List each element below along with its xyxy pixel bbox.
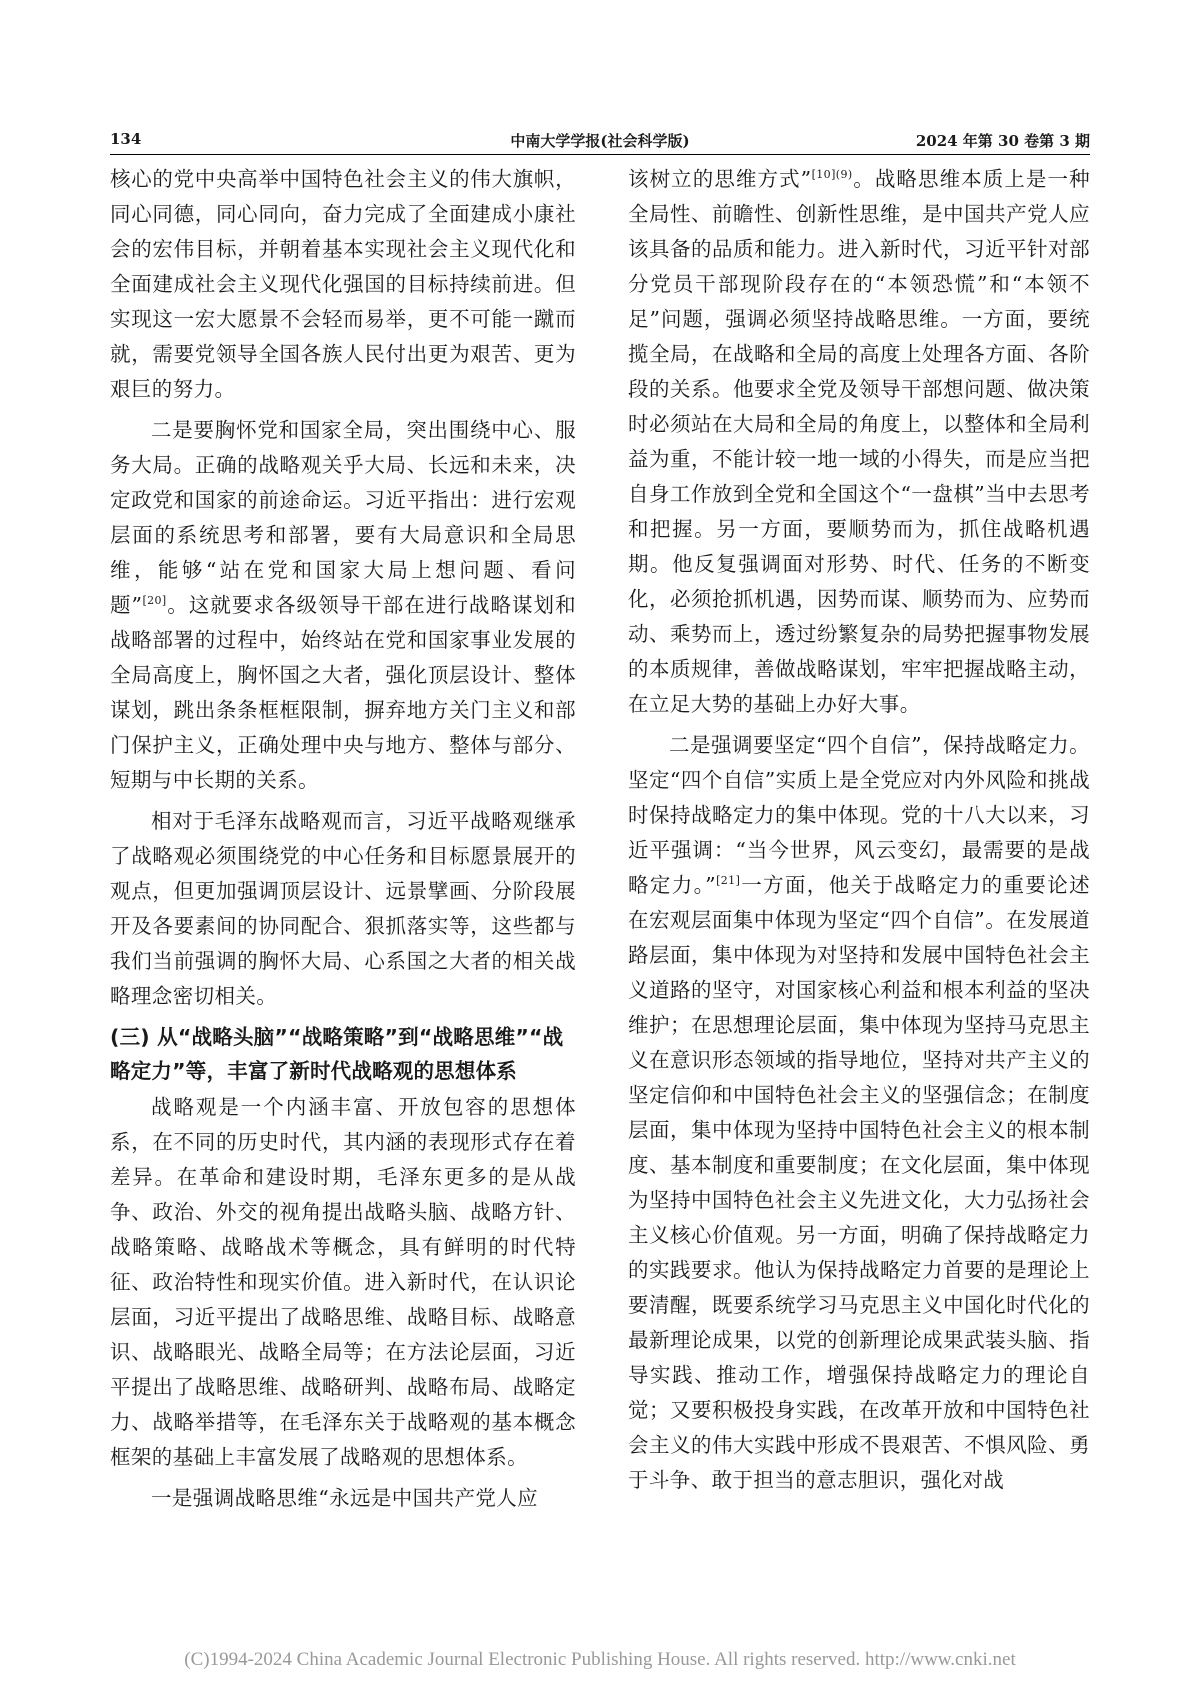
paragraph	[110, 413, 576, 798]
section-heading: (三) 从“战略头脑”“战略策略”到“战略思维”“战略定力”等，丰富了新时代战略观的思想体系	[110, 1025, 564, 1083]
paragraph	[628, 162, 1090, 722]
citation-ref: [21]	[716, 874, 741, 888]
paragraph-text: 。这就要求各级领导干部在进行战略谋划和战略部署的过程中，始终站在党和国家事业发展的全局高度上，胸怀国之大者，强化顶层设计、整体谋划，跳出条条框框限制，摒弃地方关门主义和部门保护主义，正确处理中央与地方、整体与部分、短期与中长期的关系。	[110, 593, 576, 792]
paragraph: 战略观是一个内涵丰富、开放包容的思想体系，在不同的历史时代，其内涵的表现形式存在着差异。在革命和建设时期，毛泽东更多的是从战争、政治、外交的视角提出战略头脑、战略方针、战略策略、战略战术等概念，具有鲜明的时代特征、政治特性和现实价值。进入新时代，在认识论层面，习近平提出了战略思维、战略目标、战略意识、战略眼光、战略全局等；在方法论层面，习近平提出了战略思维、战略研判、战略布局、战略定力、战略举措等，在毛泽东关于战略观的基本概念框架的基础上丰富发展了战略观的思想体系。	[110, 1095, 576, 1469]
citation-ref: [20]	[142, 594, 167, 608]
copyright-footer: (C)1994-2024 China Academic Journal Electronic Publishing House. All rights reserved. http://www.cnki.net	[184, 1649, 1016, 1670]
page-number: 134	[110, 130, 142, 148]
right-column	[628, 162, 1090, 1504]
paragraph-text: 二是强调要坚定“四个自信”，保持战略定力。坚定“四个自信”实质上是全党应对内外风险和挑战时保持战略定力的集中体现。党的十八大以来，习近平强调：“当今世界，风云变幻，最需要的是战略定力。”	[628, 733, 1090, 897]
running-header	[110, 124, 1090, 155]
journal-title: 中南大学学报(社会科学版)	[510, 132, 690, 150]
paragraph-text: 二是要胸怀党和国家全局，突出围绕中心、服务大局。正确的战略观关乎大局、长远和未来，决定政党和国家的前途命运。习近平指出：进行宏观层面的系统思考和部署，要有大局意识和全局思维，能够“站在党和国家大局上想问题、看问题”	[110, 418, 576, 617]
paragraph: 核心的党中央高举中国特色社会主义的伟大旗帜，同心同德，同心同向，奋力完成了全面建成小康社会的宏伟目标，并朝着基本实现社会主义现代化和全面建成社会主义现代化强国的目标持续前进。但实现这一宏大愿景不会轻而易举，更不可能一蹴而就，需要党领导全国各族人民付出更为艰苦、更为艰巨的努力。	[110, 167, 576, 401]
left-column	[110, 162, 576, 1522]
paragraph: 相对于毛泽东战略观而言，习近平战略观继承了战略观必须围绕党的中心任务和目标愿景展开的观点，但更加强调顶层设计、远景擘画、分阶段展开及各要素间的协同配合、狠抓落实等，这些都与我们当前强调的胸怀大局、心系国之大者的相关战略理念密切相关。	[110, 809, 576, 1008]
paragraph-text: 一方面，他关于战略定力的重要论述在宏观层面集中体现为坚定“四个自信”。在发展道路层面，集中体现为对坚持和发展中国特色社会主义道路的坚守，对国家核心利益和根本利益的坚决维护；在思想理论层面，集中体现为坚持马克思主义在意识形态领域的指导地位，坚持对共产主义的坚定信仰和中国特色社会主义的坚强信念；在制度层面，集中体现为坚持中国特色社会主义的根本制度、基本制度和重要制度；在文化层面，集中体现为坚持中国特色社会主义先进文化，大力弘扬社会主义核心价值观。另一方面，明确了保持战略定力的实践要求。他认为保持战略定力首要的是理论上要清醒，既要系统学习马克思主义中国化时代化的最新理论成果，以党的创新理论成果武装头脑、指导实践、推动工作，增强保持战略定力的理论自觉；又要积极投身实践，在改革开放和中国特色社会主义的伟大实践中形成不畏艰苦、不惧风险、勇于斗争、敢于担当的意志胆识，强化对战	[628, 873, 1091, 1492]
citation-ref: [10](9)	[811, 168, 853, 182]
paragraph	[628, 728, 1090, 1498]
paragraph-text: 该树立的思维方式”	[628, 167, 812, 191]
issue-info: 2024 年第 30 卷第 3 期	[915, 132, 1090, 150]
paragraph-text: 。战略思维本质上是一种全局性、前瞻性、创新性思维，是中国共产党人应该具备的品质和能力。进入新时代，习近平针对部分党员干部现阶段存在的“本领恐慌”和“本领不足”问题，强调必须坚持战略思维。一方面，要统揽全局，在战略和全局的高度上处理各方面、各阶段的关系。他要求全党及领导干部想问题、做决策时必须站在大局和全局的角度上，以整体和全局利益为重，不能计较一地一域的小得失，而是应当把自身工作放到全党和全国这个“一盘棋”当中去思考和把握。另一方面，要顺势而为，抓住战略机遇期。他反复强调面对形势、时代、任务的不断变化，必须抢抓机遇，因势而谋、顺势而为、应势而动、乘势而上，透过纷繁复杂的局势把握事物发展的本质规律，善做战略谋划，牢牢把握战略主动，在立足大势的基础上办好大事。	[628, 167, 1090, 716]
paragraph: 一是强调战略思维“永远是中国共产党人应	[151, 1486, 539, 1510]
